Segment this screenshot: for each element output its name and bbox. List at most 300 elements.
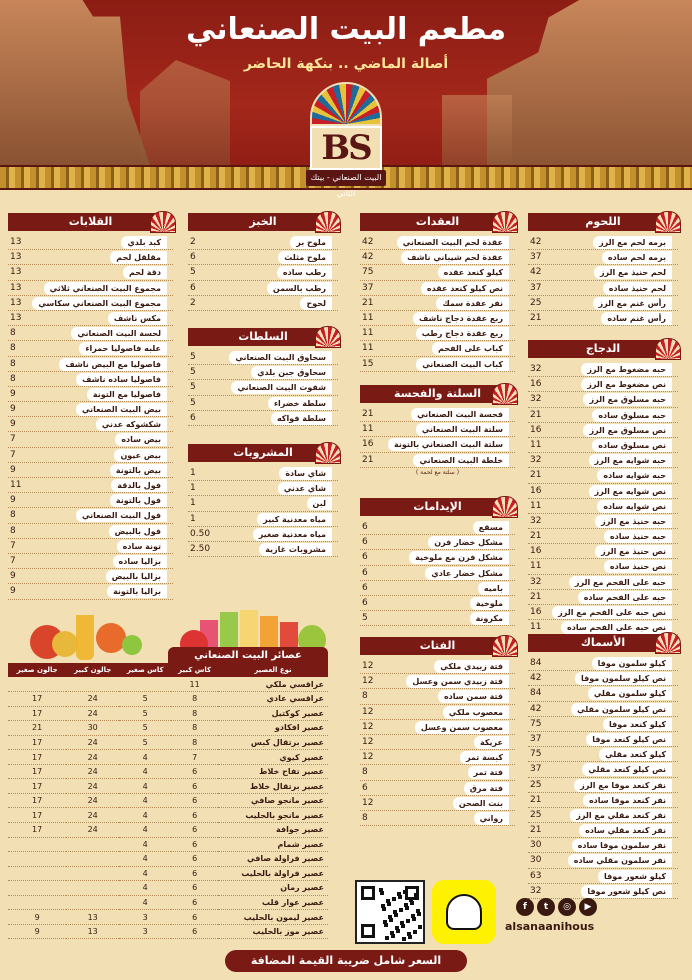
juice-name: عراقسي عادي (218, 692, 328, 707)
juice-price: 4 (119, 837, 171, 852)
menu-item (8, 448, 173, 463)
item-name: مجموع البيت الصنعاني سكاسي (32, 297, 167, 310)
juice-price: 17 (8, 750, 66, 765)
menu-item (528, 529, 678, 544)
lattice-window-icon (655, 211, 681, 233)
qr-module (396, 929, 400, 933)
item-name: شكشوكه عدني (96, 418, 167, 431)
juice-name: عصير كوكتيل (218, 706, 328, 721)
menu-item (188, 396, 338, 411)
item-price: 11 (530, 561, 542, 572)
youtube-icon[interactable]: ▶ (579, 898, 597, 916)
item-name: سحاوق البيت الصنعاني (229, 351, 332, 364)
instagram-icon[interactable]: ◎ (558, 898, 576, 916)
juice-price: 4 (119, 895, 171, 910)
juices-table (8, 663, 328, 939)
item-name: دقة لحم (123, 266, 167, 279)
juice-price: 4 (119, 881, 171, 896)
menu-item (528, 408, 678, 423)
menu-item (188, 512, 338, 527)
item-price: 42 (530, 237, 542, 247)
item-name: عقدة لحم البيت الصنعاني (397, 236, 509, 249)
menu-item (360, 520, 515, 535)
snapchat-ghost-icon (446, 894, 482, 930)
section-title-text: السلتة والفحسة (393, 387, 482, 400)
menu-item (360, 581, 515, 596)
juice-price: 24 (66, 735, 119, 750)
menu-item (188, 496, 338, 511)
item-name: حبه على الفحم مع الرز (569, 576, 672, 589)
item-name: مشكل خضار فرن (428, 536, 509, 549)
juice-price: 6 (171, 822, 218, 837)
juice-price: 17 (8, 808, 66, 823)
item-name: سلتة البيت الصنعاني بالتونة (388, 438, 509, 451)
item-name: حبه شوايه ساده (597, 469, 672, 482)
menu-item (528, 484, 678, 499)
juice-row (8, 910, 328, 925)
section-title (188, 328, 338, 346)
qr-module (418, 925, 422, 929)
item-price: 9 (10, 419, 16, 430)
menu-item (528, 438, 678, 453)
item-name: نص كيلو شعور موفا (581, 885, 672, 898)
juice-price: 6 (171, 779, 218, 794)
menu-item (528, 296, 678, 311)
menu-item (528, 884, 678, 899)
menu-item (360, 720, 515, 735)
item-name: سلتة البيت الصنعاني (416, 423, 509, 436)
menu-item (360, 765, 515, 780)
qr-finder (361, 886, 375, 900)
qr-module (408, 935, 412, 939)
section-salads_fahsa (360, 385, 515, 478)
menu-item (8, 311, 173, 326)
restaurant-title: مطعم البيت الصنعاني (185, 12, 507, 47)
item-name: لحم حنيذ مع الرز (594, 266, 672, 279)
item-name: نص كيلو كنعد عقده (421, 282, 509, 295)
juice-price: 13 (66, 924, 119, 939)
item-price: 21 (362, 454, 374, 465)
menu-item (360, 596, 515, 611)
menu-item (8, 493, 173, 508)
section-title (528, 634, 678, 652)
menu-item (360, 611, 515, 626)
qamariya-window-icon (310, 82, 382, 126)
item-name: سلطة فواكه (271, 412, 332, 425)
logo (306, 82, 386, 198)
item-price: 11 (362, 312, 374, 323)
item-price: 21 (530, 312, 542, 323)
juice-price: 8 (171, 735, 218, 750)
item-name: فتة زبيدي سمن وعسل (406, 675, 509, 688)
juice-row (8, 837, 328, 852)
menu-item (360, 735, 515, 750)
juice-price: 5 (119, 721, 171, 736)
item-price: 42 (530, 703, 542, 714)
juice-price: 3 (119, 910, 171, 925)
qr-module (410, 901, 414, 905)
item-price: 32 (530, 885, 542, 896)
menu-item (8, 508, 173, 523)
item-name: رأس غنم مع الرز (593, 297, 673, 310)
item-price: 8 (362, 691, 368, 702)
section-meat (528, 213, 678, 326)
item-price: 42 (362, 237, 374, 247)
juice-row (8, 822, 328, 837)
menu-item (8, 569, 173, 584)
item-price: 1 (190, 498, 196, 509)
menu-item (188, 542, 338, 557)
qr-module (385, 936, 389, 940)
menu-item (528, 468, 678, 483)
item-name: مشكل فرن مع ملوخية (409, 551, 509, 564)
item-price: 8 (10, 525, 16, 536)
item-price: 21 (530, 794, 542, 805)
menu-item (360, 422, 515, 437)
menu-item (360, 566, 515, 581)
item-price: 21 (362, 297, 374, 308)
juice-price: 24 (66, 779, 119, 794)
item-name: سلطة خضراء (268, 397, 332, 410)
qr-module (413, 930, 417, 934)
menu-item (528, 544, 678, 559)
item-price: 32 (530, 455, 542, 466)
qr-module (401, 924, 405, 928)
item-price: 9 (10, 571, 16, 582)
item-name: فول البيت الصنعاني (76, 509, 167, 522)
item-price: 9 (10, 464, 16, 475)
juice-name: عصير فراولة بالحليب (218, 866, 328, 881)
item-price: 37 (362, 282, 374, 293)
item-price: 21 (530, 531, 542, 542)
menu-item (360, 550, 515, 565)
qr-module (380, 891, 384, 895)
item-name: نص حنيذ مع الرز (595, 545, 672, 558)
item-name: لحسة البيت الصنعاني (71, 327, 167, 340)
juice-price: 21 (8, 721, 66, 736)
qr-code[interactable] (355, 880, 425, 944)
item-name: بزاليا ساده (113, 555, 167, 568)
item-name: مكس ناشف (108, 312, 167, 325)
juice-price: 4 (119, 822, 171, 837)
item-price: 37 (530, 282, 542, 293)
item-price: 75 (362, 267, 374, 278)
snapchat-code[interactable] (432, 880, 496, 944)
menu-item (528, 732, 678, 747)
item-price: 21 (530, 591, 542, 602)
twitter-icon[interactable]: t (537, 898, 555, 916)
item-price: 8 (362, 812, 368, 823)
lattice-window-icon (492, 383, 518, 405)
item-price: 6 (362, 597, 368, 608)
menu-item (8, 250, 173, 265)
item-name: شفوت البيت الصنعاني (231, 381, 332, 394)
item-price: 9 (10, 404, 16, 415)
juice-row (8, 735, 328, 750)
item-price: 42 (530, 267, 542, 278)
menu-item (188, 527, 338, 542)
social-icons (505, 898, 597, 916)
item-price: 5 (190, 352, 196, 362)
juice-price: 11 (171, 677, 218, 692)
menu-item (8, 432, 173, 447)
item-name: حبه شوايه مع الرز (589, 454, 672, 467)
section-idamat (360, 498, 515, 626)
menu-item (528, 423, 678, 438)
menu-item (528, 514, 678, 529)
section-aqdat (360, 213, 515, 372)
item-price: 30 (530, 855, 542, 866)
fruit-icon (52, 631, 78, 657)
menu-item (528, 747, 678, 762)
item-name: بنت الصحن (453, 797, 509, 810)
juice-name: عراقسي ملكي (218, 677, 328, 692)
menu-item (528, 702, 678, 717)
section-salads (188, 328, 338, 426)
item-price: 12 (362, 797, 374, 808)
item-name: نفر سلمون موفا ساده (572, 839, 672, 852)
juice-price: 30 (66, 721, 119, 736)
item-name: رأس غنم ساده (601, 312, 672, 325)
menu-item (360, 265, 515, 280)
menu-item (528, 575, 678, 590)
item-price: 16 (530, 546, 542, 557)
item-name: عريكة (474, 736, 509, 749)
juice-price: 7 (171, 750, 218, 765)
menu-item (528, 377, 678, 392)
qr-finder (361, 924, 375, 938)
item-name: بيض البيت الصنعاني (76, 403, 167, 416)
lattice-window-icon (655, 338, 681, 360)
juice-price: 5 (119, 735, 171, 750)
item-name: حبه مضغوط مع الرز (581, 363, 672, 376)
menu-item (8, 417, 173, 432)
item-name: بزاليا بالبيض (106, 570, 167, 583)
item-price: 32 (530, 515, 542, 526)
item-name: فتة زبيدي ملكي (434, 660, 509, 673)
item-price: 11 (362, 343, 374, 354)
item-name: ربع عقدة دجاج ناشف (413, 312, 509, 325)
item-name: نفر عقدة سمك (436, 297, 509, 310)
juice-row (8, 793, 328, 808)
item-price: 16 (530, 485, 542, 496)
item-name: مياه معدنية كبير (257, 513, 332, 526)
item-price: 2 (190, 297, 196, 308)
item-name: نفر كنعد موفا ساده (583, 794, 672, 807)
item-price: 84 (530, 688, 542, 699)
menu-item (528, 499, 678, 514)
item-name: تونة ساده (117, 540, 167, 553)
juice-row (8, 692, 328, 707)
item-price: 6 (190, 252, 196, 263)
item-price: 16 (530, 379, 542, 390)
section-title (528, 213, 678, 231)
item-name: نص كيلو سلمون مقلي (571, 703, 672, 716)
menu-item (8, 235, 173, 250)
item-price: 8 (10, 510, 16, 521)
menu-item (528, 453, 678, 468)
item-name: فول بالتونة (110, 494, 167, 507)
juice-column-header: كاس كبير (171, 663, 218, 677)
juice-name: عصير برتقال كبس (218, 735, 328, 750)
menu-item (8, 372, 173, 387)
item-price: 9 (10, 586, 16, 597)
item-name: لبن (307, 497, 332, 510)
item-name: مسقع (473, 521, 509, 534)
section-title-text: العقدات (415, 215, 460, 228)
item-price: 8 (10, 328, 16, 339)
juice-price: 17 (8, 779, 66, 794)
menu-item (360, 811, 515, 826)
section-chicken (528, 340, 678, 635)
item-price: 5 (190, 267, 196, 278)
menu-item (360, 535, 515, 550)
item-name: فتة تمر (468, 766, 509, 779)
lattice-window-icon (315, 211, 341, 233)
item-name: كيلو سلمون مقلي (588, 687, 672, 700)
item-name: كبسة تمر (460, 751, 509, 764)
item-name: حبه مسلوق ساده (592, 409, 672, 422)
section-title (188, 213, 338, 231)
juice-name: عصير جوافة (218, 822, 328, 837)
section-title (360, 637, 515, 655)
menu-item (188, 380, 338, 395)
item-price: 13 (10, 237, 22, 247)
facebook-icon[interactable]: f (516, 898, 534, 916)
juice-price: 17 (8, 822, 66, 837)
menu-item (8, 554, 173, 569)
juice-column-header: نوع العصير (218, 663, 328, 677)
social-handle[interactable]: alsanaanihous (505, 920, 595, 933)
juice-price: 5 (119, 706, 171, 721)
item-price: 6 (190, 282, 196, 293)
menu-item (528, 793, 678, 808)
item-name: ملوح مثلث (278, 251, 332, 264)
section-title-text: الخبز (249, 215, 277, 228)
juice-price (8, 677, 66, 692)
item-name: فاصوليا مع التونة (87, 388, 167, 401)
menu-item (360, 326, 515, 341)
item-name: حبه حنيذ مع الرز (595, 515, 672, 528)
item-price: 16 (362, 439, 374, 450)
juice-name: عصير ليمون بالحليب (218, 910, 328, 925)
item-price: 9 (10, 388, 16, 399)
menu-item (188, 235, 338, 250)
item-price: 12 (362, 661, 374, 671)
juice-price: 4 (119, 808, 171, 823)
item-name: نص مضغوط مع الرز (581, 378, 672, 391)
menu-item (360, 311, 515, 326)
section-title (528, 340, 678, 358)
item-price: 11 (10, 480, 22, 490)
lattice-window-icon (315, 326, 341, 348)
item-name: نص حبه على الفحم مع الرز (552, 606, 672, 619)
juice-price: 17 (8, 793, 66, 808)
menu-item (188, 296, 338, 311)
menu-item (528, 362, 678, 377)
section-title (360, 385, 515, 403)
menu-item (360, 674, 515, 689)
item-name: فتة سمن ساده (438, 690, 509, 703)
item-price: 5 (190, 382, 196, 393)
menu-item (528, 605, 678, 620)
qr-module (398, 895, 402, 899)
juice-row (8, 779, 328, 794)
item-name: كيلو كنعد مقلي (599, 748, 672, 761)
menu-item (528, 656, 678, 671)
item-name: كباب على الفحم (432, 342, 509, 355)
juice-name: عصير تفاح خلاط (218, 764, 328, 779)
building-left-far (140, 60, 230, 165)
item-name: سحاوق جبن بلدي (251, 366, 332, 379)
juice-price: 24 (66, 750, 119, 765)
item-price: 2 (190, 237, 196, 247)
item-name: ملوخية (470, 597, 509, 610)
item-price: 13 (10, 267, 22, 278)
item-price: 6 (190, 412, 196, 423)
vat-footer: السعر شامل ضريبة القيمة المضافة (225, 950, 467, 972)
juice-price: 4 (119, 793, 171, 808)
item-price: 13 (10, 252, 22, 263)
qr-module (405, 906, 409, 910)
item-name: مشكل خضار عادي (425, 567, 509, 580)
item-price: 7 (10, 449, 16, 460)
juice-price: 8 (171, 721, 218, 736)
item-name: حبه حنيذ ساده (604, 530, 672, 543)
menu-item (360, 796, 515, 811)
juice-row (8, 852, 328, 867)
item-price: 8 (10, 373, 16, 384)
item-name: ربع عقدة دجاج رطب (416, 327, 509, 340)
orange-icon (96, 623, 126, 653)
juice-price: 6 (171, 837, 218, 852)
menu-item (360, 781, 515, 796)
item-name: فتة مرق (464, 782, 509, 795)
item-name: عقدة لحم شيباني ناشف (401, 251, 509, 264)
juice-column-header: جالون كبير (66, 663, 119, 677)
section-title-text: الفتات (419, 639, 456, 652)
juice-column-header: كاس صغير (119, 663, 171, 677)
item-name: معصوب سمن وعسل (415, 721, 509, 734)
qr-module (394, 913, 398, 917)
item-price: 32 (530, 364, 542, 374)
juice-glass-icon (76, 615, 94, 660)
menu-item (188, 265, 338, 280)
item-name: بيض عيون (114, 449, 167, 462)
juice-price: 17 (8, 692, 66, 707)
item-name: كبد بلدي (121, 236, 167, 249)
item-price: 11 (362, 424, 374, 435)
item-price: 12 (362, 706, 374, 717)
menu-item (360, 689, 515, 704)
juice-price (66, 852, 119, 867)
menu-item (360, 705, 515, 720)
item-price: 21 (362, 409, 374, 419)
juice-name: عصير كيوي (218, 750, 328, 765)
menu-item (528, 762, 678, 777)
menu-item (360, 750, 515, 765)
menu-item (8, 265, 173, 280)
juice-price: 6 (171, 852, 218, 867)
item-name: فول بالبيض (109, 525, 167, 538)
juice-price: 4 (119, 764, 171, 779)
menu-item (528, 838, 678, 853)
item-price: 21 (530, 825, 542, 836)
item-name: كيلو كنعد موفا (603, 718, 672, 731)
item-price: 6 (362, 567, 368, 578)
menu-item (8, 296, 173, 311)
juice-row (8, 881, 328, 896)
